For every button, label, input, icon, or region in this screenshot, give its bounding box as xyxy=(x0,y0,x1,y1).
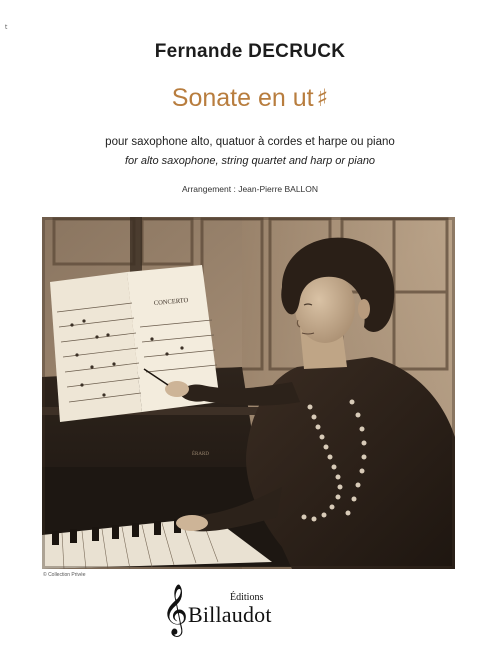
publisher-prefix: Éditions xyxy=(230,592,264,603)
subtitle-english: for alto saxophone, string quartet and harp or piano xyxy=(124,155,376,167)
page-title xyxy=(0,84,500,113)
arranger-credit: Arrangement : Jean-Pierre BALLON xyxy=(181,184,319,194)
publisher-logo xyxy=(162,584,342,640)
sharp-symbol: ♯ xyxy=(316,84,329,112)
photo-credit: © Collection Privée xyxy=(43,572,86,578)
treble-clef-icon: 𝄞 xyxy=(162,584,189,635)
piano-brand: ÉRARD xyxy=(192,452,209,457)
composer-name: Fernande DECRUCK xyxy=(154,41,346,62)
score-title: CONCERTO xyxy=(153,297,189,307)
subtitle-french: pour saxophone alto, quatuor à cordes et harpe ou piano xyxy=(105,136,395,148)
publisher-name: Billaudot xyxy=(188,602,272,627)
cover-photo xyxy=(42,217,455,569)
corner-mark: t xyxy=(5,24,8,31)
title-text: Sonate en ut xyxy=(171,84,314,112)
cover-photo-illustration xyxy=(42,217,455,569)
